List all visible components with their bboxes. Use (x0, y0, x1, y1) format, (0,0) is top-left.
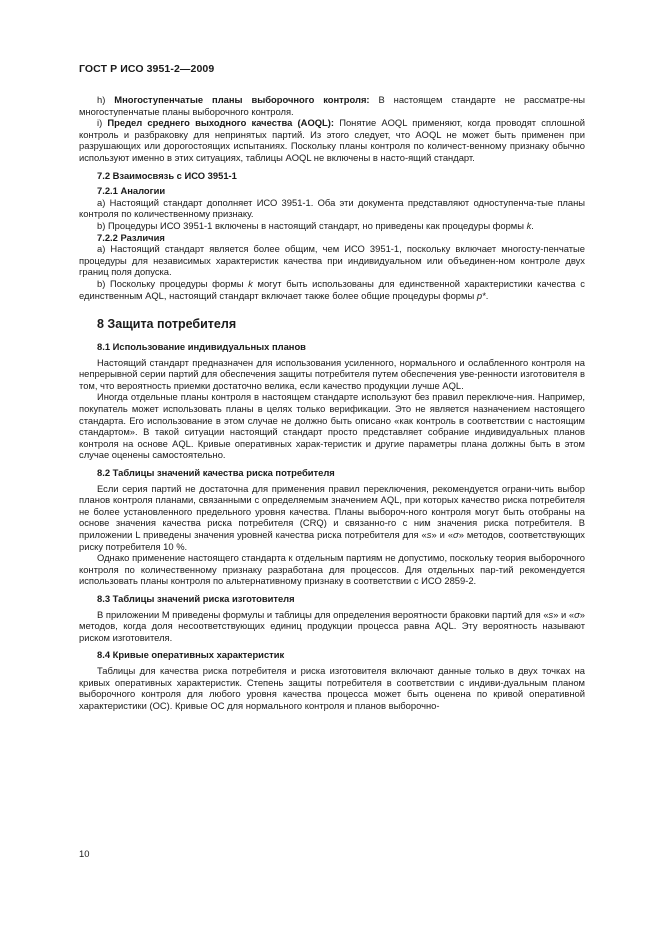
paragraph-7-2-2-a: а) Настоящий стандарт является более общим, чем ИСО 3951-1, поскольку включает многосту-пенчатые процедуры для независимых характеристик качества при индивидуальном или объединен-ном контроле двух границ поля допуска. (79, 243, 585, 278)
section-heading-8: 8 Защита потребителя (97, 317, 237, 332)
paragraph-8-2-2: Однако применение настоящего стандарта к отдельным партиям не допустимо, поскольку теория выборочного контроля по количественному признаку разработана для процессов. Для отдельных пар-тий рекомендуется использовать планы контроля по альтернативному признаку в соответствии с ИСО 2859-2. (79, 552, 585, 587)
page-header: ГОСТ Р ИСО 3951-2—2009 (79, 63, 215, 75)
paragraph-7-2-2-b: b) Поскольку процедуры формы k могут быть использованы для единственной характеристики качества с единственным AQL, настоящий стандарт включает также более общие процедуры формы p*. (79, 277, 585, 301)
section-heading-8-1: 8.1 Использование индивидуальных планов (97, 341, 306, 353)
paragraph-8-1-2: Иногда отдельные планы контроля в настоящем стандарте используют без правил переключе-ния. Например, покупатель может использовать планы в целях только верификации. Это не является назначением настоящего стандарта. Его использование в этом случае не должно быть описано «как контроль в соответствии с настоящим стандартом». В такой ситуации настоящий стандарт просто представляет собрание индивидуальных планов контроля на основе AQL. Кривые оперативных харак-теристик и другие параметры плана должны быть в этом случае оценены самостоятельно. (79, 391, 585, 461)
term-multistage-plans: Многоступенчатые планы выборочного контроля: (114, 94, 370, 105)
section-heading-8-3: 8.3 Таблицы значений риска изготовителя (97, 592, 295, 604)
paragraph-8-3-1: В приложении М приведены формулы и таблицы для определения вероятности браковки партий для «s» и «σ» методов, когда доля несоответствующих единиц продукции процесса равна AQL. Эту вероятность называют риском изготовителя. (79, 608, 585, 643)
paragraph-i: i) Предел среднего выходного качества (AOQL): Понятие AOQL применяют, когда проводят сплошной контроль и разбраковку для непринятых партий. Из этого следует, что AOQL не может быть применен при разрушающих или дорогостоящих испытаниях. Поскольку планы контроля по количест-венному признаку обычно используют именно в этих ситуациях, таблицы AOQL не включены в насто-ящий стандарт. (79, 117, 585, 163)
section-heading-7-2-2: 7.2.2 Различия (97, 231, 165, 243)
paragraph-7-2-1-b: b) Процедуры ИСО 3951-1 включены в настоящий стандарт, но приведены как процедуры формы k. (97, 219, 534, 231)
section-heading-8-2: 8.2 Таблицы значений качества риска потребителя (97, 467, 335, 479)
paragraph-7-2-1-a: а) Настоящий стандарт дополняет ИСО 3951-1. Оба эти документа представляют одноступенча-тые планы контроля по количественному признаку. (79, 196, 585, 220)
paragraph-8-4-1: Таблицы для качества риска потребителя и риска изготовителя включают данные только в двух точках на кривых оперативных характеристик. Степень защиты потребителя в соответствии с индиви-дуальным планом выборочного контроля для любого уровня качества процесса может быть оценена по кривой оперативной характеристики (ОС). Кривые ОС для нормального контроля и планов выборочно- (79, 664, 585, 711)
term-aoql: Предел среднего выходного качества (AOQL): (107, 117, 335, 129)
section-heading-8-4: 8.4 Кривые оперативных характеристик (97, 649, 285, 661)
section-heading-7-2: 7.2 Взаимосвязь с ИСО 3951-1 (97, 169, 237, 181)
paragraph-8-1-1: Настоящий стандарт предназначен для использования усиленного, нормального и ослабленного контроля на непрерывной серии партий для обеспечения защиты потребителя путем обеспечения уве-ренности изготовителя в том, что вероятность приемки достаточно велика, если качество продукции лучше AQL. (79, 356, 585, 391)
paragraph-8-2-1: Если серия партий не достаточна для применения правил переключения, рекомендуется ограни-чить выбор планов контроля планами, связанными с определяемым значением AQL, при которых качество риска потребителя не более установленного предельного уровня качества. Планы выбороч-ного контроля могут быть отобраны на основе значения качества риска потребителя (CRQ) и связанно-го с ним значения риска потребителя. В приложении L приведены значения уровней качества риска потребителя для «s» и «σ» методов, соответствующих риску потребителя 10 %. (79, 482, 585, 552)
paragraph-h: h) Многоступенчатые планы выборочного контроля: В настоящем стандарте не рассматре-ны многоступенчатые планы выборочного контроля. (79, 94, 585, 117)
page-content (79, 94, 585, 711)
section-heading-7-2-1: 7.2.1 Аналогии (97, 185, 166, 197)
page-number: 10 (79, 848, 90, 859)
